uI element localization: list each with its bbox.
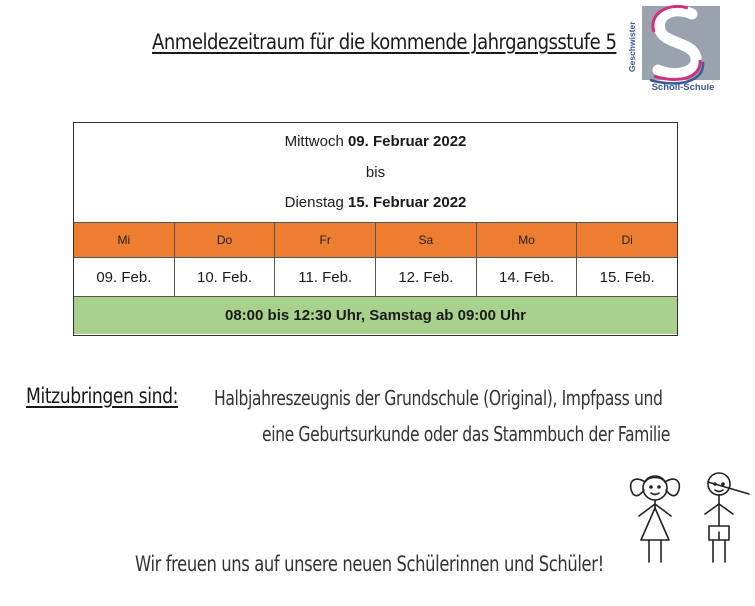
weekday-cell: Di — [621, 233, 633, 247]
date-cell: 09. Feb. — [74, 258, 175, 296]
start-date: 09. Februar 2022 — [347, 133, 467, 150]
closing-text: Wir freuen uns auf unsere neuen Schülerinnen und Schüler! — [135, 552, 604, 576]
bring-label: Mitzubringen sind: — [26, 384, 178, 408]
page-title: Anmeldezeitraum für die kommende Jahrgangsstufe 5 — [152, 30, 617, 54]
logo-name-part2: Schule — [683, 82, 715, 93]
start-day: Mittwoch — [284, 133, 344, 150]
date-row — [74, 258, 677, 297]
weekday-cell: Sa — [376, 223, 477, 257]
weekday-cell: Mo — [477, 223, 578, 257]
registration-table — [73, 122, 678, 336]
weekday-cell: Mi — [74, 223, 175, 257]
end-date: 15. Februar 2022 — [347, 194, 467, 211]
date-cell: 12. Feb. — [376, 258, 477, 296]
children-drawing-icon — [625, 468, 751, 566]
weekday-cell: Fr — [275, 223, 376, 257]
end-day: Dienstag — [284, 194, 344, 211]
logo-name-part1: Scholl — [651, 82, 681, 93]
start-line — [74, 133, 677, 150]
weekday-row — [74, 222, 677, 258]
logo-name-separator: - — [680, 82, 684, 93]
connector-line: bis — [365, 164, 386, 181]
date-cell: 15. Feb. — [599, 268, 655, 286]
date-cell: 10. Feb. — [175, 258, 276, 296]
logo-vertical-text: Geschwister — [627, 21, 637, 73]
weekday-cell: Do — [175, 223, 276, 257]
bring-line-1: Halbjahreszeugnis der Grundschule (Original), Impfpass und — [214, 386, 663, 410]
bring-line-2: eine Geburtsurkunde oder das Stammbuch der Familie — [262, 422, 671, 446]
opening-hours: 08:00 bis 12:30 Uhr, Samstag ab 09:00 Uhr — [74, 297, 677, 334]
end-line — [74, 194, 677, 211]
date-cell: 11. Feb. — [275, 258, 376, 296]
logo-school-name — [644, 82, 722, 93]
date-cell: 14. Feb. — [477, 258, 578, 296]
